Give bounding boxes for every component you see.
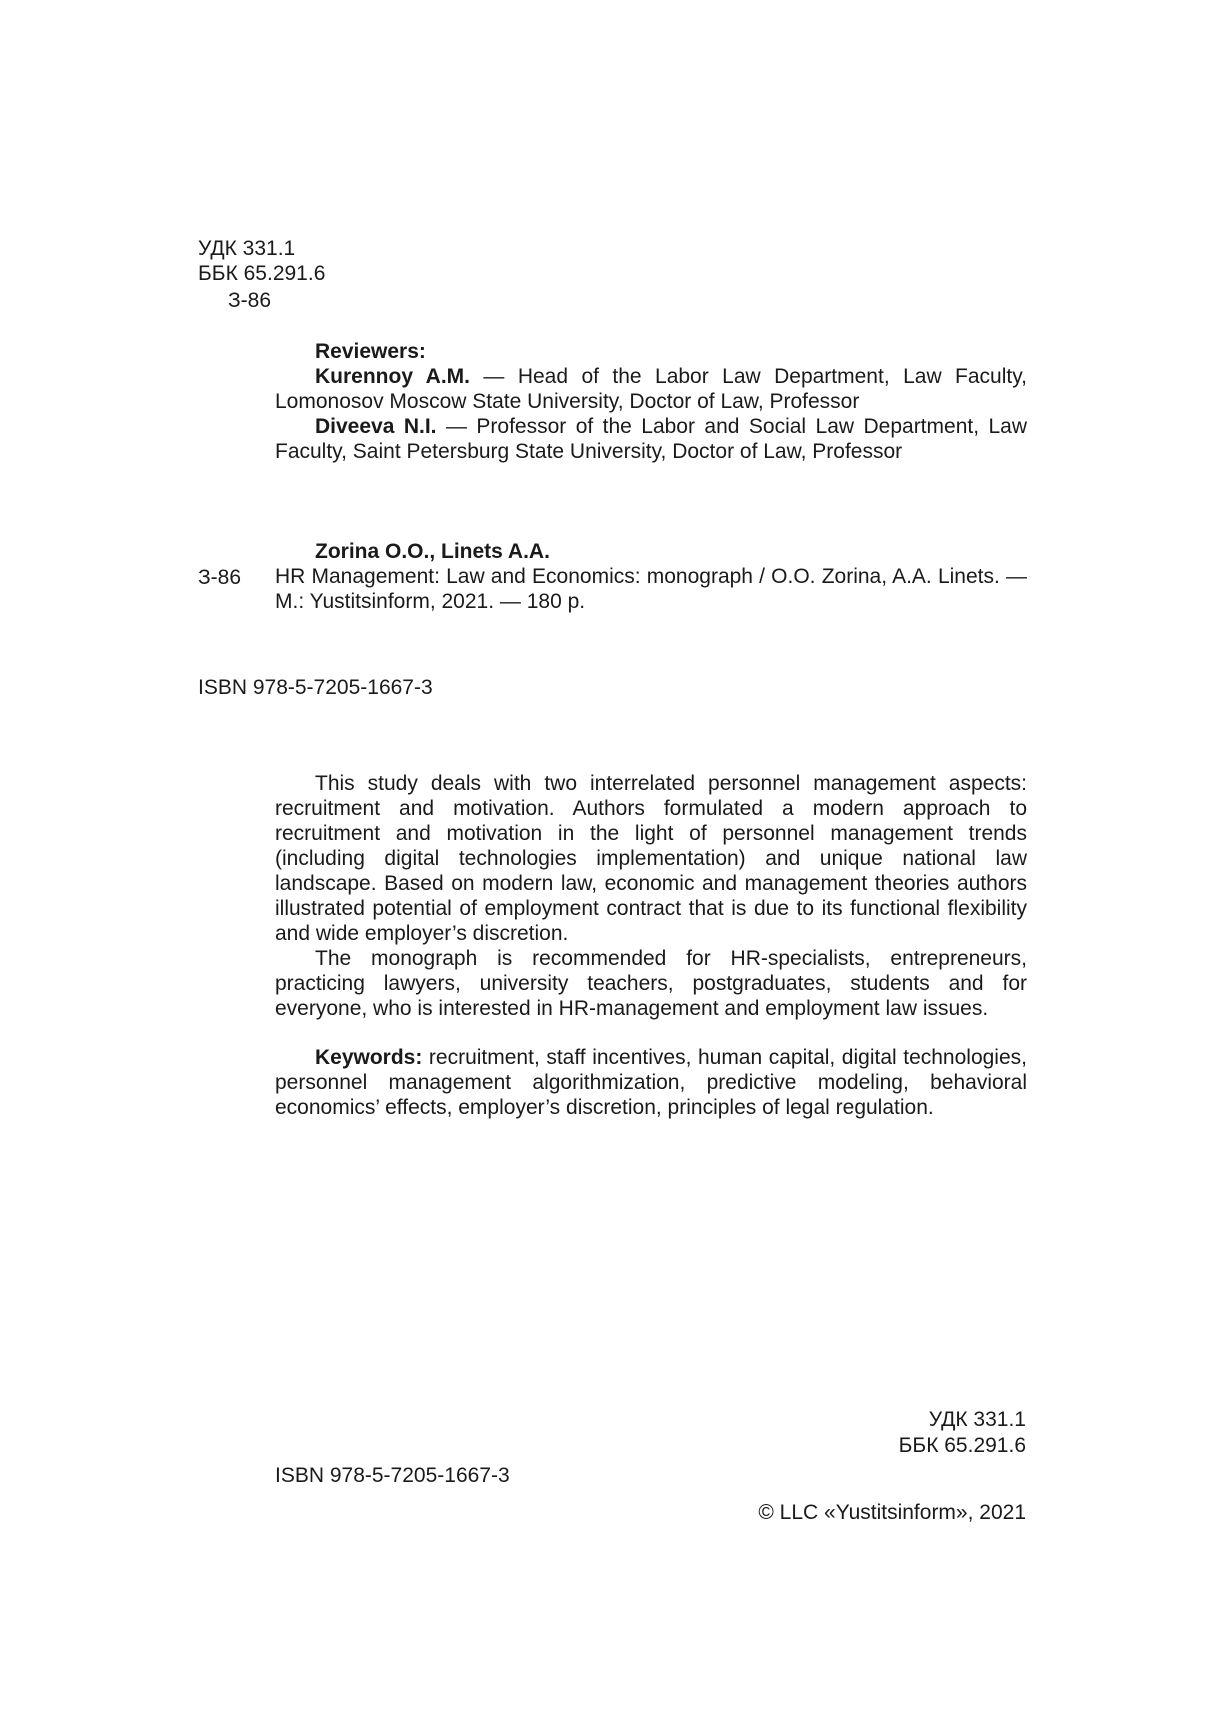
abstract-paragraph-2: The monograph is recommended for HR-specialists, entrepreneurs, practicing lawyers, university teachers, postgraduates, students and for everyone, who is interested in HR-management and employment law issues. xyxy=(275,947,1027,1020)
reviewer-entry xyxy=(275,364,1027,414)
reviewer-entry xyxy=(275,414,1027,464)
reviewer-description: — Professor of the Labor and Social Law Department, Law Faculty, Saint Petersburg State University, Doctor of Law, Professor xyxy=(275,415,1027,463)
bbk-code-bottom: ББК 65.291.6 xyxy=(898,1434,1026,1457)
udk-code-top: УДК 331.1 xyxy=(198,237,296,260)
author-code-left: З-86 xyxy=(198,566,242,589)
keywords-block xyxy=(275,1045,1027,1120)
isbn-bottom: ISBN 978-5-7205-1667-3 xyxy=(275,1464,510,1487)
authors-heading: Zorina O.O., Linets A.A. xyxy=(315,540,550,563)
bibliographic-entry xyxy=(275,539,1027,614)
copyright-notice: © LLC «Yustitsinform», 2021 xyxy=(758,1501,1026,1524)
reviewer-name: Kurennoy A.M. xyxy=(315,365,470,388)
abstract-block xyxy=(275,771,1027,1021)
reviewers-block xyxy=(275,339,1027,464)
bbk-code-top: ББК 65.291.6 xyxy=(198,262,326,285)
udk-code-bottom: УДК 331.1 xyxy=(928,1408,1026,1431)
citation-text: HR Management: Law and Economics: monograph / O.O. Zorina, A.A. Linets. — M.: Yustitsinform, 2021. — 180 p. xyxy=(275,565,1027,613)
keywords-label: Keywords: xyxy=(315,1046,423,1069)
reviewer-description: — Head of the Labor Law Department, Law Faculty, Lomonosov Moscow State University, Doctor of Law, Professor xyxy=(275,365,1027,413)
reviewers-heading: Reviewers: xyxy=(315,340,426,363)
abstract-paragraph-1: This study deals with two interrelated personnel management aspects: recruitment and motivation. Authors formulated a modern approach to recruitment and motivation in the light of personnel management trends (including digital technologies implementation) and unique national law landscape. Based on modern law, economic and management theories authors illustrated potential of employment contract that is due to its functional flexibility and wide employer’s discretion. xyxy=(275,772,1027,945)
author-code-top: З-86 xyxy=(228,289,272,312)
reviewer-name: Diveeva N.I. xyxy=(315,415,437,438)
isbn-top: ISBN 978-5-7205-1667-3 xyxy=(198,676,433,699)
keywords-text: recruitment, staff incentives, human capital, digital technologies, personnel management algorithmization, predictive modeling, behavioral economics’ effects, employer’s discretion, principles of legal regulation. xyxy=(275,1046,1027,1119)
